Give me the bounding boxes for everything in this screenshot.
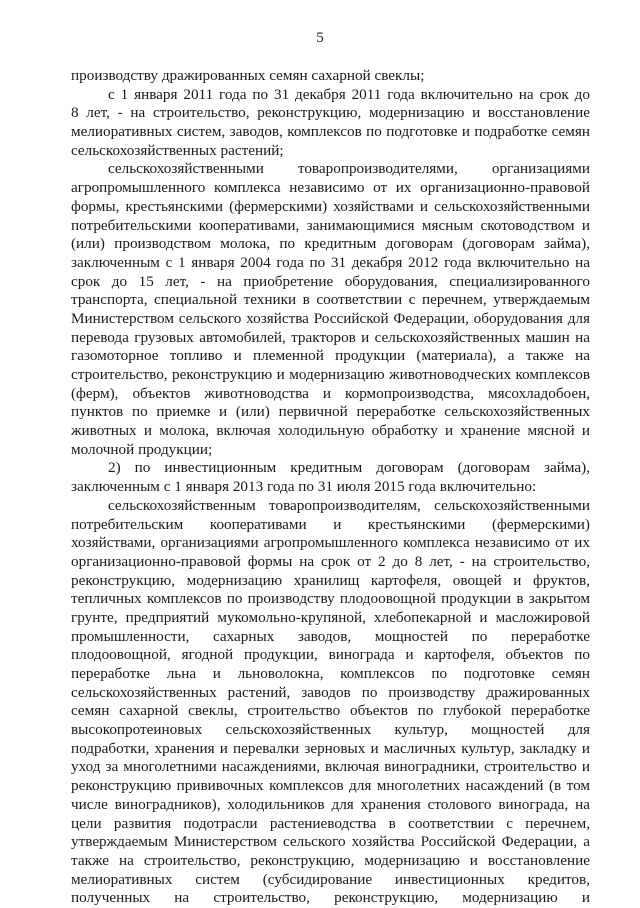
text-line: (ферм), объектов животноводства и кормопроизводства, мясохладобоен, xyxy=(71,384,590,402)
text-line: транспорта, специальной техники в соответствии с перечнем, утверждаемым xyxy=(71,291,590,309)
text-line: 8 лет, - на строительство, реконструкцию, модернизацию и восстановление xyxy=(71,104,590,122)
text-line: сельскохозяйственным товаропроизводителям, сельскохозяйственными xyxy=(108,496,590,514)
text-line: грунте, предприятий мукомольно-крупяной, хлебопекарной и масложировой xyxy=(71,608,590,626)
text-line: числе виноградников), холодильников для хранения столового винограда, на xyxy=(71,795,590,813)
text-line: цели развития подотрасли растениеводства в соответствии с перечнем, xyxy=(71,814,590,832)
text-line: перевода грузовых автомобилей, тракторов и сельскохозяйственных машин на xyxy=(71,328,590,346)
text-line: (или) производством молока, по кредитным договорам (договорам займа), xyxy=(71,235,590,253)
text-line: с 1 января 2011 года по 31 декабря 2011 года включительно на срок до xyxy=(108,85,590,103)
text-line: высокопротеиновых сельскохозяйственных культур, мощностей для xyxy=(71,721,590,739)
text-line: мелиоративных систем (субсидирование инвестиционных кредитов, xyxy=(71,870,590,888)
text-line: также на строительство, реконструкцию, модернизацию и восстановление xyxy=(71,851,590,869)
text-line: мелиоративных систем, заводов, комплексов по подготовке и подработке семян xyxy=(71,123,590,141)
text-line: молочной продукции; xyxy=(71,440,213,458)
text-line: пунктов по приемке и (или) первичной переработке сельскохозяйственных xyxy=(71,403,590,421)
text-line: полученных на строительство, реконструкцию, модернизацию и xyxy=(71,889,590,907)
text-line: заключенным с 1 января 2004 года по 31 декабря 2012 года включительно на xyxy=(71,253,590,271)
text-line: промышленности, сахарных заводов, мощностей по переработке xyxy=(71,627,590,645)
text-line: хозяйствами, организациями агропромышленного комплекса независимо от их xyxy=(71,534,590,552)
text-line: плодоовощной, ягодной продукции, винограда и картофеля, объектов по xyxy=(71,646,590,664)
text-line: тепличных комплексов по производству плодоовощной продукции в закрытом xyxy=(71,590,590,608)
text-line: уход за многолетними насаждениями, включая виноградники, строительство и xyxy=(71,758,590,776)
text-line: 2) по инвестиционным кредитным договорам (договорам займа), xyxy=(108,459,590,477)
text-line: подработки, хранения и перевалки зерновых и масличных культур, закладку и xyxy=(71,739,590,757)
text-line: заключенным с 1 января 2013 года по 31 июля 2015 года включительно: xyxy=(71,478,537,496)
text-line: организационно-правовой формы на срок от 2 до 8 лет, - на строительство, xyxy=(71,552,590,570)
text-line: срок до 15 лет, - на приобретение оборудования, специализированного xyxy=(71,272,590,290)
text-line: потребительскими кооперативами, занимающимися мясным скотоводством и xyxy=(71,216,590,234)
text-line: потребительским кооперативами и крестьянскими (фермерскими) xyxy=(71,515,590,533)
text-line: сельскохозяйственных растений; xyxy=(71,141,284,159)
text-line: Министерством сельского хозяйства Российской Федерации, оборудования для xyxy=(71,309,590,327)
text-line: реконструкцию, модернизацию хранилищ картофеля, овощей и фруктов, xyxy=(71,571,590,589)
text-line: животных и молока, включая холодильную обработку и хранение мясной и xyxy=(71,422,590,440)
text-line: газомоторное топливо и племенной продукции (материала), а также на xyxy=(71,347,590,365)
text-line: сельскохозяйственных растений, заводов по производству дражированных xyxy=(71,683,590,701)
text-line: производству дражированных семян сахарной свеклы; xyxy=(71,67,425,84)
text-line: формы, крестьянскими (фермерскими) хозяйствами и сельскохозяйственными xyxy=(71,197,590,215)
text-line: агропромышленного комплекса независимо от их организационно-правовой xyxy=(71,179,590,197)
text-line: утверждаемым Министерством сельского хозяйства Российской Федерации, а xyxy=(71,833,590,851)
text-line: переработке льна и льноволокна, комплексов по подготовке семян xyxy=(71,665,590,682)
text-line: реконструкцию прививочных комплексов для многолетних насаждений (в том xyxy=(71,777,590,795)
document-body xyxy=(71,67,590,908)
text-line: строительство, реконструкцию и модернизацию животноводческих комплексов xyxy=(71,366,590,383)
page-number: 5 xyxy=(316,30,324,46)
text-line: сельскохозяйственными товаропроизводителями, организациями xyxy=(108,160,590,178)
text-line: семян сахарной свеклы, строительство объектов по глубокой переработке xyxy=(71,702,590,720)
